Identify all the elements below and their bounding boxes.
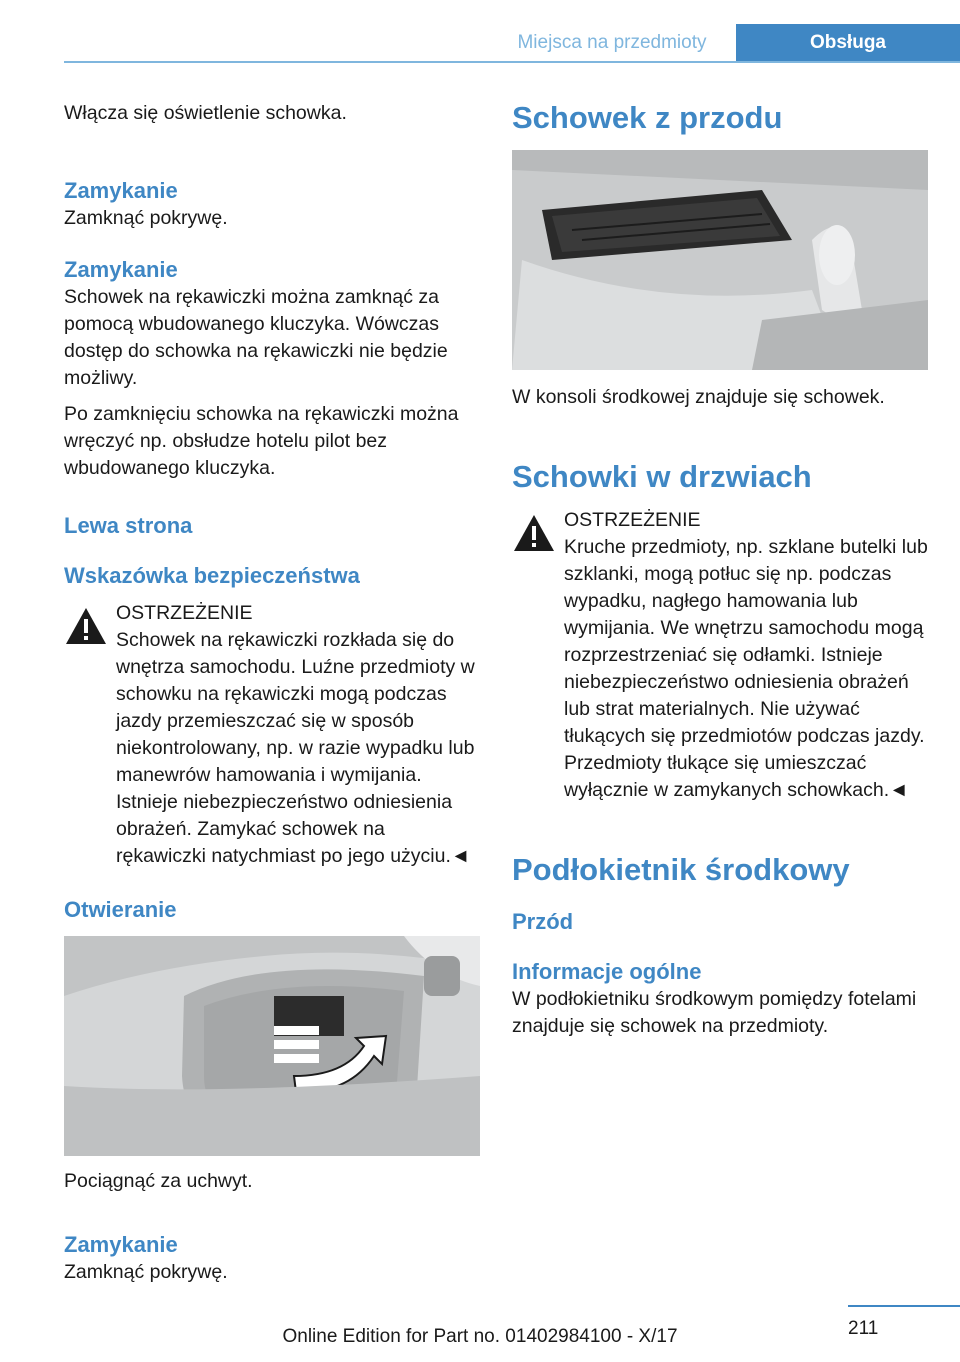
warning-text: Schowek na rękawiczki rozkłada się do wnętrza samochodu. Luźne przedmioty w schowku na rękawiczki mogą podczas jazdy przemieszczać się w sposób niekontrolowany, np. w razie wypadku lub manewrów hamowania i wymijania. Istnieje niebezpieczeństwo odniesienia obrażeń. Zamykać schowek na rękawiczki natychmiast po jego użyciu.◄	[116, 629, 475, 867]
warning-triangle-icon	[64, 606, 108, 646]
locking-paragraph-2: Po zamknięciu schowka na rękawiczki można wręczyć np. obsłudze hotelu pilot bez wbudowanego kluczyka.	[64, 403, 459, 479]
right-column	[512, 100, 932, 1040]
front-storage-heading: Schowek z przodu	[512, 100, 783, 135]
warning-triangle-icon	[512, 513, 556, 553]
warning-block-glovebox	[64, 600, 480, 870]
glovebox-photo	[64, 936, 480, 1156]
footer-rule	[848, 1305, 960, 1307]
left-column	[64, 100, 480, 1286]
opening-heading: Otwieranie	[64, 897, 177, 922]
header-rule	[64, 61, 960, 63]
closing-heading-2: Zamykanie	[64, 1232, 178, 1257]
closing-heading: Zamykanie	[64, 178, 178, 203]
warning-block-doors	[512, 507, 932, 804]
armrest-front-heading: Przód	[512, 909, 574, 934]
warning-label: OSTRZEŻENIE	[116, 602, 253, 624]
center-console-photo	[512, 150, 928, 370]
warning-text-doors: Kruche przedmioty, np. szklane butelki lub szklanki, mogą potłuc się np. podczas wypadku, nagłego hamowania lub wymijania. We wnętrzu samochodu mogą rozprzestrzeniać się odłamki. Istnieje niebezpieczeństwo odniesienia obrażeń lub strat materialnych. Nie używać tłukących się przedmiotów podczas jazdy. Przedmioty tłukące się umieszczać wyłącznie w zamykanych schowkach.◄	[564, 536, 928, 801]
warning-label-doors: OSTRZEŻENIE	[564, 509, 701, 531]
intro-text: Włącza się oświetlenie schowka.	[64, 102, 347, 124]
section-tab: Miejsca na przedmioty	[517, 32, 707, 53]
closing-text-2: Zamknąć pokrywę.	[64, 1261, 228, 1283]
locking-paragraph-1: Schowek na rękawiczki można zamknąć za pomocą wbudowanego kluczyka. Wówczas dostęp do schowka na rękawiczki nie będzie możliwy.	[64, 286, 448, 389]
page-number: 211	[848, 1318, 879, 1339]
locking-heading: Zamykanie	[64, 257, 178, 282]
closing-text: Zamknąć pokrywę.	[64, 207, 228, 229]
left-side-heading: Lewa strona	[64, 513, 193, 538]
armrest-heading: Podłokietnik środkowy	[512, 852, 850, 887]
opening-caption: Pociągnąć za uchwyt.	[64, 1170, 253, 1192]
front-storage-caption: W konsoli środkowej znajduje się schowek.	[512, 386, 885, 408]
safety-heading: Wskazówka bezpieczeństwa	[64, 563, 360, 588]
door-storage-heading: Schowki w drzwiach	[512, 459, 812, 494]
edition-footer: Online Edition for Part no. 01402984100 - X/17	[282, 1326, 678, 1347]
chapter-tab: Obsługa	[736, 24, 960, 62]
general-info-heading: Informacje ogólne	[512, 959, 702, 984]
general-info-text: W podłokietniku środkowym pomiędzy fotelami znajduje się schowek na przedmioty.	[512, 988, 917, 1037]
